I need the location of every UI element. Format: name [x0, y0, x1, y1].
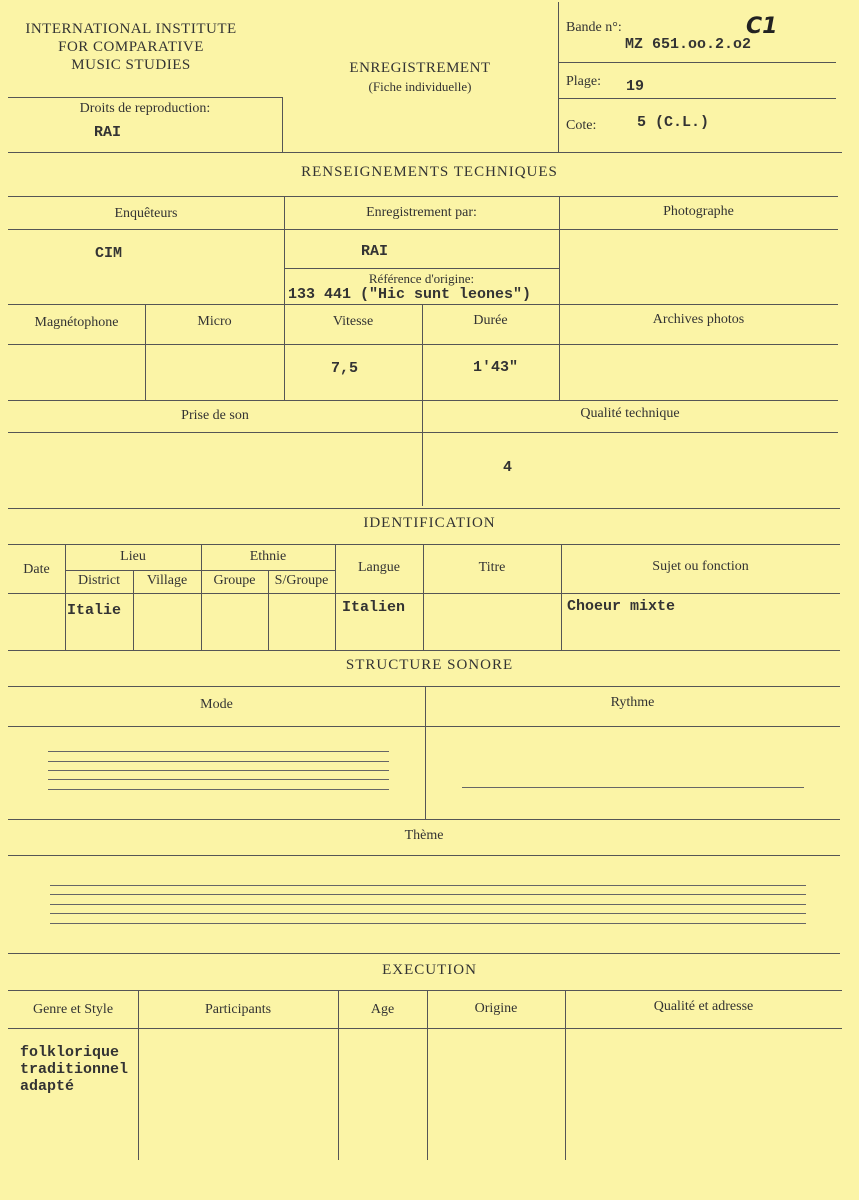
- titre-label: Titre: [478, 560, 506, 575]
- divider: [565, 990, 566, 1160]
- divider: [8, 432, 838, 433]
- magnetophone-label: Magnétophone: [34, 315, 119, 330]
- divider: [8, 229, 838, 230]
- theme-rule: [50, 885, 806, 886]
- droits-label: Droits de reproduction:: [79, 101, 211, 116]
- origine-label: Origine: [474, 1001, 518, 1016]
- institute-line: INTERNATIONAL INSTITUTE: [25, 21, 237, 37]
- cote-label: Cote:: [566, 118, 597, 133]
- divider: [559, 196, 560, 401]
- theme-rule: [50, 923, 806, 924]
- divider: [8, 304, 838, 305]
- district-label: District: [78, 573, 120, 588]
- mode-rule: [48, 789, 389, 790]
- divider: [8, 726, 840, 727]
- card-subtitle: (Fiche individuelle): [368, 79, 472, 94]
- lieu-label: Lieu: [120, 549, 146, 564]
- divider: [8, 508, 840, 509]
- divider: [8, 990, 842, 991]
- plage-label: Plage:: [566, 74, 601, 89]
- qualite-adresse-label: Qualité et adresse: [653, 999, 754, 1014]
- enregistrement-par-label: Enregistrement par:: [366, 205, 477, 220]
- photographe-label: Photographe: [663, 204, 734, 219]
- date-label: Date: [23, 562, 50, 577]
- langue-label: Langue: [358, 560, 400, 575]
- qualite-technique-value: 4: [503, 459, 513, 476]
- divider: [8, 593, 840, 594]
- mode-rule: [48, 751, 389, 752]
- rythme-label: Rythme: [610, 695, 655, 710]
- divider: [282, 97, 283, 152]
- divider: [8, 855, 840, 856]
- age-label: Age: [370, 1002, 395, 1017]
- bande-annotation: C1: [746, 14, 778, 39]
- divider: [558, 98, 836, 99]
- genre-style-line: traditionnel: [20, 1061, 129, 1078]
- divider: [8, 1028, 842, 1029]
- plage-value: 19: [626, 78, 645, 95]
- reference-value: 133 441 ("Hic sunt leones"): [288, 286, 532, 303]
- duree-label: Durée: [473, 313, 508, 328]
- groupe-label: Groupe: [213, 573, 256, 588]
- enqueteurs-value: CIM: [95, 245, 123, 262]
- divider: [8, 152, 842, 153]
- sujet-label: Sujet ou fonction: [652, 559, 749, 574]
- qualite-technique-label: Qualité technique: [580, 406, 680, 421]
- micro-label: Micro: [197, 314, 232, 329]
- archives-photos-label: Archives photos: [652, 312, 745, 327]
- mode-label: Mode: [200, 697, 233, 712]
- enregistrement-par-value: RAI: [361, 243, 389, 260]
- vitesse-label: Vitesse: [332, 314, 374, 329]
- prise-de-son-label: Prise de son: [181, 408, 249, 423]
- divider: [8, 400, 838, 401]
- section-title-execution: EXECUTION: [382, 962, 477, 978]
- theme-rule: [50, 894, 806, 895]
- divider: [284, 268, 559, 269]
- sujet-value: Choeur mixte: [567, 598, 676, 615]
- genre-style-label: Genre et Style: [32, 1002, 114, 1017]
- divider: [558, 62, 836, 63]
- divider: [8, 97, 282, 98]
- district-value: Italie: [67, 602, 122, 619]
- rythme-rule: [462, 787, 804, 788]
- mode-rule: [48, 779, 389, 780]
- vitesse-value: 7,5: [331, 360, 359, 377]
- divider: [8, 953, 840, 954]
- divider: [8, 819, 840, 820]
- institute-line: MUSIC STUDIES: [71, 57, 191, 73]
- bande-label: Bande n°:: [566, 20, 622, 35]
- divider: [8, 196, 838, 197]
- theme-rule: [50, 913, 806, 914]
- bande-value: MZ 651.oo.2.o2: [625, 36, 752, 53]
- mode-rule: [48, 770, 389, 771]
- section-title-structure: STRUCTURE SONORE: [345, 657, 514, 673]
- section-title-identification: IDENTIFICATION: [363, 515, 496, 531]
- divider: [8, 544, 840, 545]
- section-title-technique: RENSEIGNEMENTS TECHNIQUES: [301, 164, 558, 180]
- village-label: Village: [146, 573, 188, 588]
- institute-name: [6, 20, 256, 74]
- divider: [8, 344, 838, 345]
- divider: [8, 686, 840, 687]
- genre-style-value: [20, 1044, 128, 1095]
- theme-rule: [50, 904, 806, 905]
- langue-value: Italien: [342, 599, 406, 616]
- enqueteurs-label: Enquêteurs: [114, 206, 178, 221]
- sgroupe-label: S/Groupe: [274, 573, 329, 588]
- divider: [284, 196, 285, 401]
- ethnie-label: Ethnie: [249, 549, 287, 564]
- cote-value: 5 (C.L.): [637, 114, 710, 131]
- institute-line: FOR COMPARATIVE: [58, 39, 204, 55]
- divider: [558, 2, 559, 152]
- theme-label: Thème: [404, 828, 444, 843]
- reference-label: Référence d'origine:: [368, 271, 475, 286]
- duree-value: 1'43": [473, 359, 519, 376]
- divider: [8, 650, 840, 651]
- genre-style-line: adapté: [20, 1078, 75, 1095]
- mode-rule: [48, 761, 389, 762]
- participants-label: Participants: [204, 1002, 272, 1017]
- card-title: ENREGISTREMENT: [349, 60, 491, 76]
- droits-value: RAI: [94, 124, 122, 141]
- divider: [65, 570, 335, 571]
- genre-style-line: folklorique: [20, 1044, 120, 1061]
